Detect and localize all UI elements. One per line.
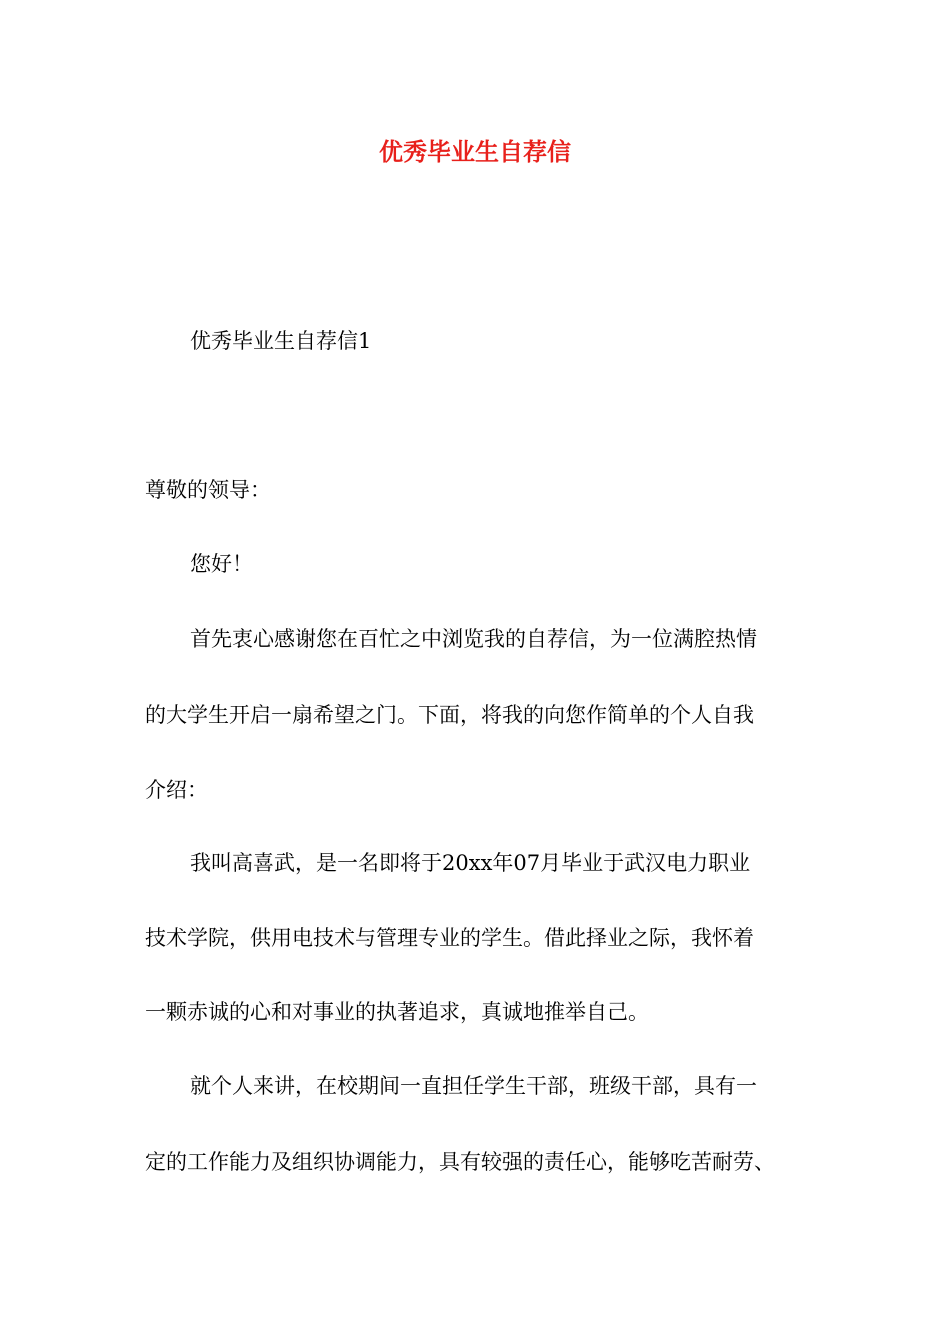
paragraph-line: 的大学生开启一扇希望之门。下面，将我的向您作简单的个人自我 (145, 703, 754, 727)
paragraph-line: 介绍： (145, 778, 208, 802)
greeting: 您好！ (190, 552, 253, 576)
paragraph-line: 首先衷心感谢您在百忙之中浏览我的自荐信，为一位满腔热情 (190, 627, 757, 651)
paragraph-line: 一颗赤诚的心和对事业的执著追求，真诚地推举自己。 (145, 1000, 649, 1024)
paragraph-line: 技术学院，供用电技术与管理专业的学生。借此择业之际，我怀着 (145, 926, 754, 950)
paragraph-line: 我叫高喜武，是一名即将于20xx年07月毕业于武汉电力职业 (190, 851, 751, 875)
paragraph-line: 就个人来讲，在校期间一直担任学生干部，班级干部，具有一 (190, 1074, 757, 1098)
document-title: 优秀毕业生自荐信 (379, 138, 571, 166)
paragraph-line: 定的工作能力及组织协调能力，具有较强的责任心，能够吃苦耐劳、 (145, 1150, 775, 1174)
section-heading: 优秀毕业生自荐信1 (190, 329, 372, 353)
salutation: 尊敬的领导： (145, 478, 271, 502)
